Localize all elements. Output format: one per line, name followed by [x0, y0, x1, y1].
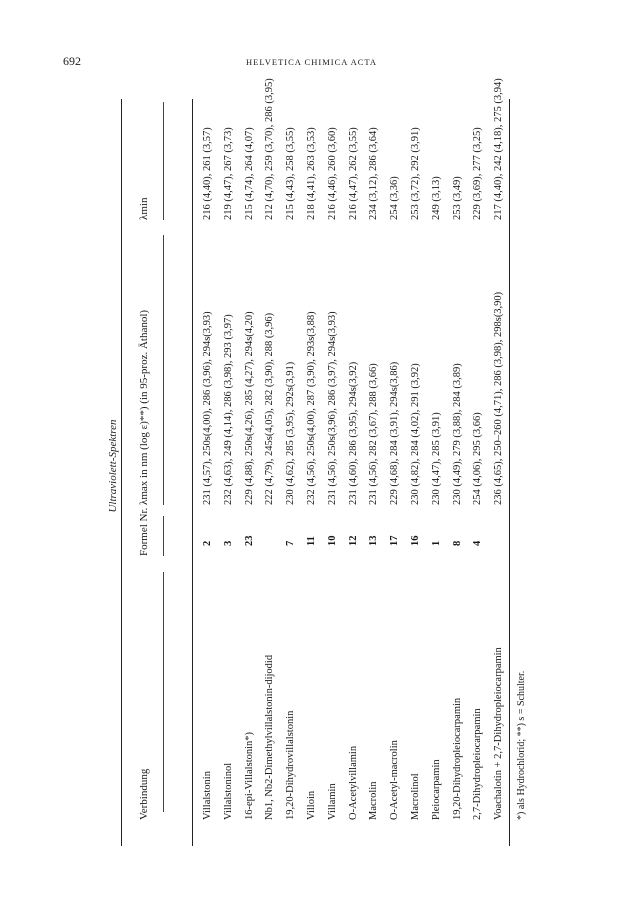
- header-rule: [192, 99, 193, 846]
- cell-compound: Villalstoninol: [222, 762, 234, 820]
- cell-compound: 2,7-Dihydropleiocarpamin: [472, 708, 484, 820]
- cell-compound: Villoin: [306, 790, 317, 820]
- header-lambda-max: λmax in nm (log ε)**) (in 95-proz. Äthanol): [138, 309, 150, 505]
- cell-lambda-min: 234 (3,12), 286 (3,64): [368, 127, 380, 220]
- table-row: [428, 86, 448, 846]
- cell-formula: 3: [222, 540, 234, 546]
- cell-lambda-max: 231 (4,60), 286 (3,95), 294s(3,92): [347, 361, 359, 505]
- cell-formula: 16: [410, 535, 421, 546]
- cell-compound: Macrolin: [368, 781, 380, 820]
- running-head: HELVETICA CHIMICA ACTA: [246, 57, 378, 67]
- table-row: [490, 78, 510, 846]
- cell-lambda-min: 216 (4,47), 262 (3,55): [347, 127, 359, 220]
- cell-lambda-max: 230 (4,49), 279 (3,88), 284 (3,89): [451, 363, 463, 505]
- cell-lambda-min: 216 (4,40), 261 (3,57): [202, 127, 213, 220]
- top-rule: [121, 99, 122, 846]
- rotated-table: [104, 78, 549, 846]
- bottom-rule: [509, 99, 510, 846]
- cell-lambda-max: 231 (4,56), 250s(3,96), 286 (3,97), 294s(3,93): [326, 311, 338, 505]
- table-row: [407, 86, 427, 846]
- table-row: [282, 86, 302, 846]
- header-lambda-min: λmin: [138, 197, 150, 220]
- cell-lambda-max: 236 (4,65), 250–260 (4,71), 286 (3,98), 298s(3,90): [493, 291, 505, 505]
- cell-compound: Voachalotin + 2,7-Dihydropleiocarpamin: [493, 647, 505, 820]
- cell-compound: Villamin: [326, 783, 338, 820]
- table-row: [303, 86, 323, 846]
- cell-lambda-max: 254 (4,06), 295 (3,66): [472, 412, 484, 505]
- cell-lambda-min: 217 (4,40), 242 (4,18), 275 (3,94): [493, 78, 505, 220]
- cell-lambda-max: 229 (4,88), 250s(4,26), 285 (4,27), 294s(4,20): [243, 311, 255, 505]
- header-formula: Formel Nr.: [138, 507, 150, 556]
- table-row: [220, 86, 240, 846]
- table-row: [469, 86, 489, 846]
- cell-formula: 1: [430, 540, 442, 546]
- cell-lambda-min: 229 (3,69), 277 (3,25): [472, 127, 484, 220]
- cell-lambda-min: 216 (4,46), 260 (3,60): [326, 127, 338, 220]
- footnote: *) als Hydrochlorid; **) s = Schulter.: [516, 670, 527, 820]
- cell-compound: Macrolinol: [410, 773, 421, 820]
- cell-lambda-min: 254 (3,36): [389, 176, 401, 220]
- cell-formula: 2: [202, 540, 213, 546]
- cell-lambda-max: 232 (4,56), 250s(4,00), 287 (3,90), 293s(3,88): [306, 311, 317, 505]
- cell-lambda-min: 219 (4,47), 267 (3,73): [222, 127, 234, 220]
- cell-compound: 16-epi-Villalstonin*): [243, 731, 255, 820]
- cell-lambda-min: 249 (3,13): [430, 176, 442, 220]
- cell-formula: 10: [326, 535, 338, 546]
- cell-compound: O-Acetyl-macrolin: [389, 740, 401, 820]
- table-caption: Ultraviolett-Spektren: [107, 419, 119, 513]
- cell-formula: 4: [472, 540, 484, 546]
- cell-formula: 23: [243, 535, 255, 546]
- cell-lambda-min: 215 (4,74), 264 (4,07): [243, 127, 255, 220]
- cell-compound: Villalstonin: [202, 771, 213, 820]
- cell-lambda-min: 253 (3,49): [451, 176, 463, 220]
- cell-lambda-min: 253 (3,72), 292 (3,91): [410, 127, 421, 220]
- cell-lambda-max: 229 (4,68), 284 (3,91), 294s(3,86): [389, 361, 401, 505]
- cell-lambda-max: 231 (4,56), 282 (3,67), 288 (3,66): [368, 363, 380, 505]
- cell-formula: 12: [347, 535, 359, 546]
- cell-lambda-max: 230 (4,82), 284 (4,02), 291 (3,92): [410, 363, 421, 505]
- header-underline: [163, 102, 164, 220]
- cell-compound: Nb1, Nb2-Dimethylvillalstonin-dijodid: [264, 654, 276, 820]
- table-row: [345, 86, 365, 846]
- header-underline: [163, 516, 164, 556]
- cell-lambda-min: 212 (4,70), 259 (3,70), 286 (3,95): [264, 78, 276, 220]
- table-row: [324, 86, 344, 846]
- cell-lambda-min: 215 (4,43), 258 (3,55): [285, 127, 297, 220]
- table-row: [386, 86, 406, 846]
- cell-lambda-max: 230 (4,47), 285 (3,91): [430, 412, 442, 505]
- table-row: [261, 78, 281, 846]
- cell-formula: 7: [285, 540, 297, 546]
- header-underline: [163, 235, 164, 505]
- page-number: 692: [63, 54, 81, 68]
- table-row: [449, 86, 469, 846]
- cell-formula: 11: [306, 536, 317, 546]
- cell-lambda-max: 232 (4,63), 249 (4,14), 286 (3,98), 293 (3,97): [222, 314, 234, 505]
- cell-compound: 19,20-Dihydrovillalstonin: [285, 710, 297, 820]
- cell-compound: Pleiocarpamin: [430, 759, 442, 820]
- table-row: [241, 86, 261, 846]
- cell-lambda-max: 230 (4,62), 285 (3,95), 292s(3,91): [285, 361, 297, 505]
- header-compound: Verbindung: [138, 768, 150, 820]
- cell-formula: 17: [389, 535, 401, 546]
- cell-formula: 8: [451, 540, 463, 546]
- header-underline: [163, 572, 164, 812]
- cell-lambda-max: 222 (4,79), 245s(4,05), 282 (3,90), 288 (3,96): [264, 312, 276, 505]
- cell-lambda-min: 218 (4,41), 263 (3,53): [306, 127, 317, 220]
- table-row: [365, 86, 385, 846]
- table-row: [199, 86, 219, 846]
- cell-compound: O-Acetylvillamin: [347, 745, 359, 820]
- cell-lambda-max: 231 (4,57), 250s(4,00), 286 (3,96), 294s(3,93): [202, 311, 213, 505]
- cell-compound: 19,20-Dihydropleiocarpamin: [451, 697, 463, 820]
- cell-formula: 13: [368, 535, 380, 546]
